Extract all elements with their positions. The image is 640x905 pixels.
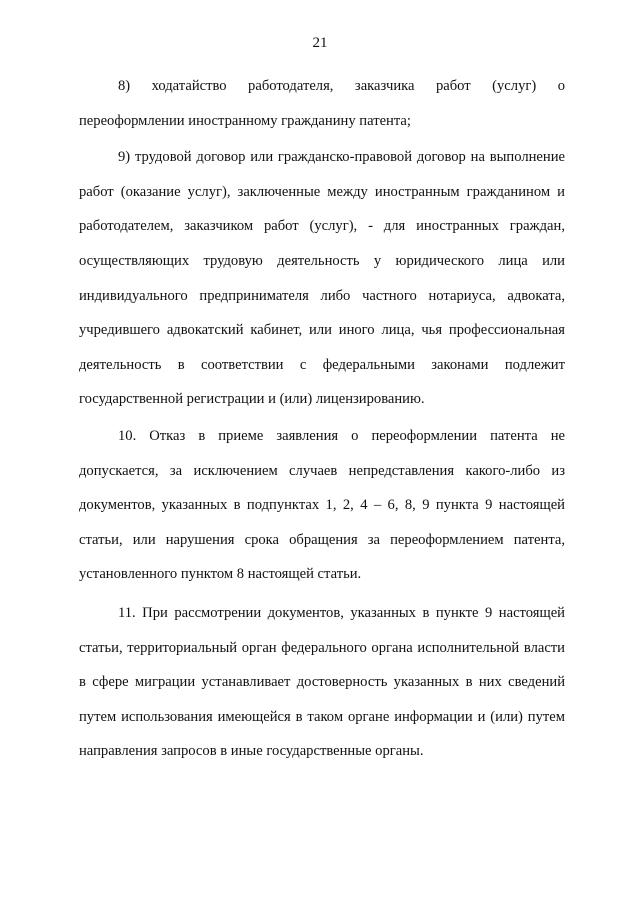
document-body [79,69,565,769]
paragraph-clause-11: 11. При рассмотрении документов, указанных в пункте 9 настоящей статьи, территориальный орган федерального органа исполнительной власти в сфере миграции устанавливает достоверность указанных в них сведений путем использования имеющейся в таком органе информации и (или) путем направления запросов в иные государственные органы. [79,604,565,760]
paragraph-item-8: 8) ходатайство работодателя, заказчика работ (услуг) о переоформлении иностранному гражданину патента; [79,78,565,129]
paragraph-item-9: 9) трудовой договор или гражданско-правовой договор на выполнение работ (оказание услуг), заключенные между иностранным гражданином и работодателем, заказчиком работ (услуг), - для иностранных граждан, осуществляющих трудовую деятельность у юридического лица или индивидуального предпринимателя либо частного нотариуса, адвоката, учредившего адвокатский кабинет, или иного лица, чья профессиональная деятельность в соответствии с федеральными законами подлежит государственной регистрации и (или) лицензированию. [79,149,565,408]
paragraph-clause-10: 10. Отказ в приеме заявления о переоформлении патента не допускается, за исключением случаев непредставления какого-либо из документов, указанных в подпунктах 1, 2, 4 – 6, 8, 9 пункта 9 настоящей статьи, или нарушения срока обращения за переоформлением патента, установленного пунктом 8 настоящей статьи. [79,427,565,583]
page-number: 21 [312,35,328,51]
